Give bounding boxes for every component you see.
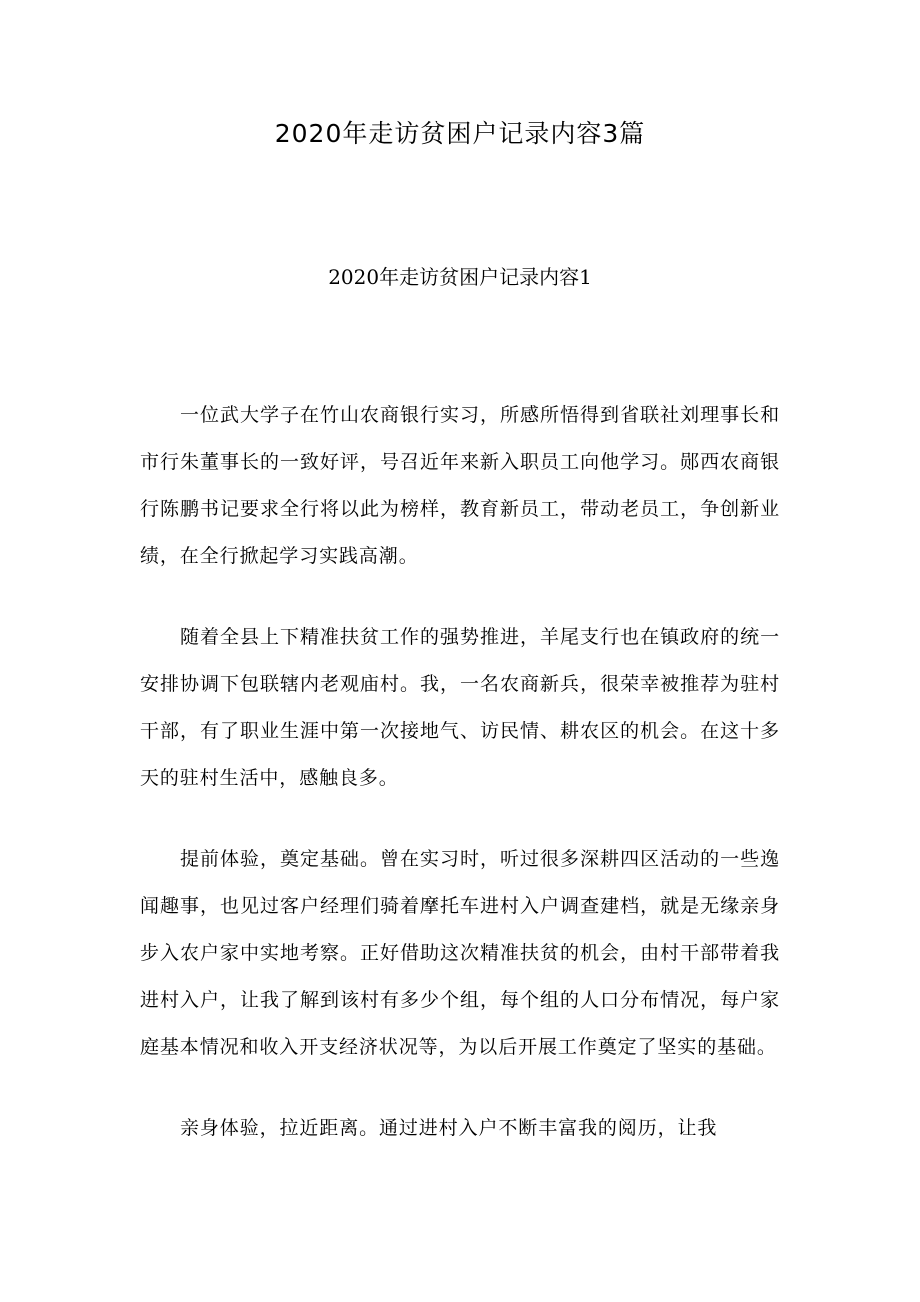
section-title: 2020年走访贫困户记录内容1 (328, 265, 592, 289)
paragraph: 亲身体验，拉近距离。通过进村入户不断丰富我的阅历，让我 (180, 1117, 718, 1139)
paragraph: 提前体验，奠定基础。曾在实习时，听过很多深耕四区活动的一些逸闻趣事，也见过客户经理们骑着摩托车进村入户调查建档，就是无缘亲身步入农户家中实地考察。正好借助这次精准扶贫的机会，由村干部带着我进村入户，让我了解到该村有多少个组，每个组的人口分布情况，每户家庭基本情况和收入开支经济状况等，为以后开展工作奠定了坚实的基础。 (140, 848, 780, 1058)
paragraph: 一位武大学子在竹山农商银行实习，所感所悟得到省联社刘理事长和市行朱董事长的一致好评，号召近年来新入职员工向他学习。郧西农商银行陈鹏书记要求全行将以此为榜样，教育新员工，带动老员工，争创新业绩，在全行掀起学习实践高潮。 (140, 404, 780, 567)
paragraph: 随着全县上下精准扶贫工作的强势推进，羊尾支行也在镇政府的统一安排协调下包联辖内老观庙村。我，一名农商新兵，很荣幸被推荐为驻村干部，有了职业生涯中第一次接地气、访民情、耕农区的机会。在这十多天的驻村生活中，感触良多。 (140, 626, 780, 789)
document-title: 2020年走访贫困户记录内容3篇 (274, 119, 646, 148)
document-body (140, 392, 780, 1186)
